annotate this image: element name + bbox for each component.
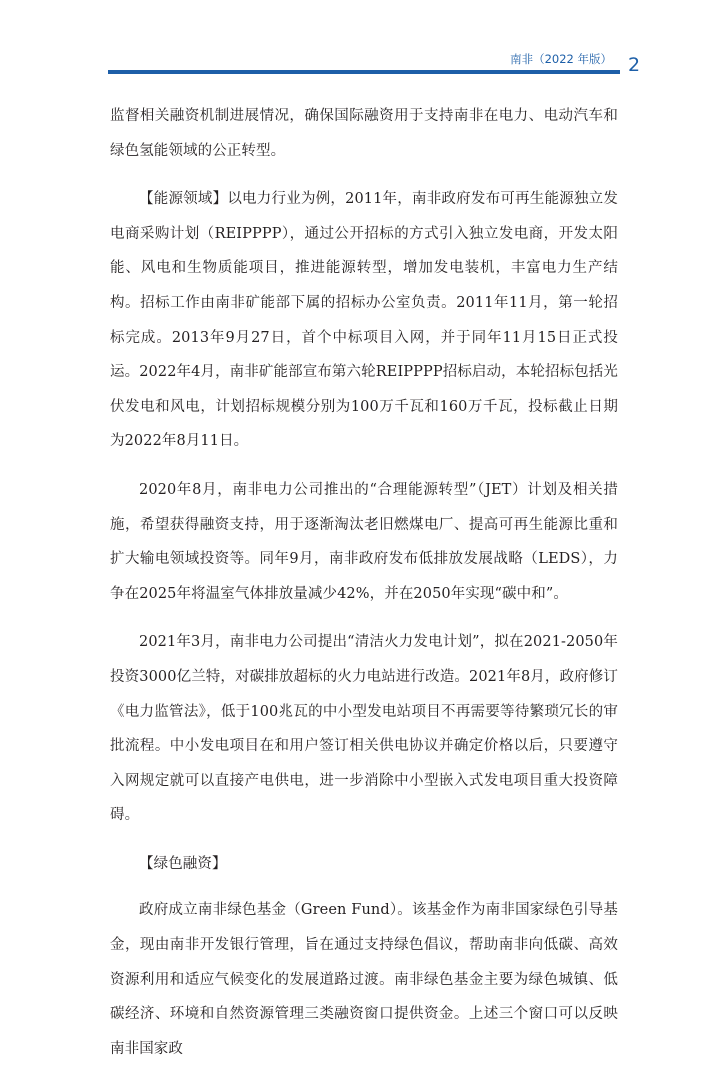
page-body bbox=[110, 99, 618, 1080]
paragraph-clean-thermal-plan: 2021年3月，南非电力公司提出“清洁火力发电计划”，拟在2021-2050年投资3000亿兰特，对碳排放超标的火力电站进行改造。2021年8月，政府修订《电力监管法》，低于100兆瓦的中小型发电站项目不再需要等待繁琐冗长的审批流程。中小发电项目在和用户签订相关供电协议并确定价格以后，只要遵守入网规定就可以直接产电供电，进一步消除中小型嵌入式发电项目重大投资障碍。 bbox=[110, 634, 618, 824]
header-divider bbox=[108, 70, 620, 74]
paragraph-energy-sector: 【能源领域】以电力行业为例，2011年，南非政府发布可再生能源独立发电商采购计划（REIPPPP），通过公开招标的方式引入独立发电商，开发太阳能、风电和生物质能项目，推进能源转型，增加发电装机，丰富电力生产结构。招标工作由南非矿能部下属的招标办公室负责。2011年11月，第一轮招标完成。2013年9月27日，首个中标项目入网，并于同年11月15日正式投运。2022年4月，南非矿能部宣布第六轮REIPPPP招标启动，本轮招标包括光伏发电和风电，计划招标规模分别为100万千瓦和160万千瓦，投标截止日期为2022年8月11日。 bbox=[110, 191, 618, 450]
paragraph-jet-plan: 2020年8月，南非电力公司推出的“合理能源转型”（JET）计划及相关措施，希望获得融资支持，用于逐渐淘汰老旧燃煤电厂、提高可再生能源比重和扩大输电领域投资等。同年9月，南非政府发布低排放发展战略（LEDS），力争在2025年将温室气体排放量减少42%，并在2050年实现“碳中和”。 bbox=[110, 481, 618, 602]
document-title: 南非（2022 年版） bbox=[510, 52, 612, 66]
section-heading-green-finance: 【绿色融资】 bbox=[139, 855, 227, 872]
page-number: 2 bbox=[628, 54, 641, 76]
paragraph-green-fund: 政府成立南非绿色基金（Green Fund）。该基金作为南非国家绿色引导基金，现由南非开发银行管理，旨在通过支持绿色倡议，帮助南非向低碳、高效资源利用和适应气候变化的发展道路过渡。南非绿色基金主要为绿色城镇、低碳经济、环境和自然资源管理三类融资窗口提供资金。上述三个窗口可以反映南非国家政 bbox=[110, 902, 618, 1057]
paragraph-continuation: 监督相关融资机制进展情况，确保国际融资用于支持南非在电力、电动汽车和绿色氢能领域的公正转型。 bbox=[110, 108, 618, 159]
